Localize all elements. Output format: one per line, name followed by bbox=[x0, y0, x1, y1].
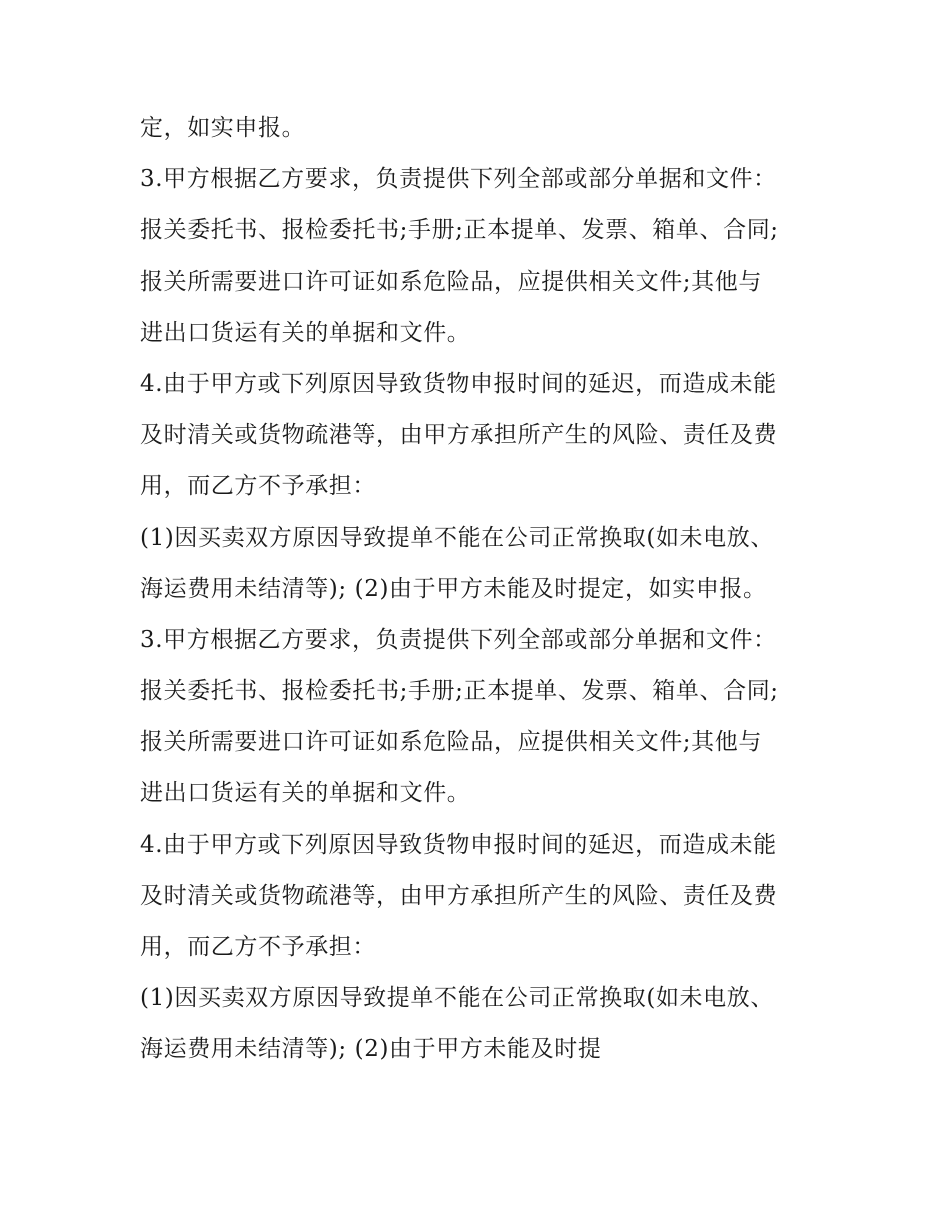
text-line: 报关委托书、报检委托书;手册;正本提单、发票、箱单、合同; bbox=[140, 217, 779, 244]
text-line: 报关委托书、报检委托书;手册;正本提单、发票、箱单、合同; bbox=[140, 678, 779, 705]
text-line: 海运费用未结清等); (2)由于甲方未能及时提 bbox=[140, 1036, 602, 1063]
text-line: 4.由于甲方或下列原因导致货物申报时间的延迟，而造成未能 bbox=[140, 370, 777, 397]
text-line: 报关所需要进口许可证如系危险品，应提供相关文件;其他与 bbox=[140, 729, 762, 756]
text-line: 报关所需要进口许可证如系危险品，应提供相关文件;其他与 bbox=[140, 268, 762, 295]
text-line: 3.甲方根据乙方要求，负责提供下列全部或部分单据和文件： bbox=[140, 166, 777, 193]
text-line: 定，如实申报。 bbox=[140, 115, 306, 141]
text-line: 用，而乙方不予承担： bbox=[140, 934, 376, 960]
text-line: 及时清关或货物疏港等，由甲方承担所产生的风险、责任及费 bbox=[140, 882, 778, 909]
text-line: 及时清关或货物疏港等，由甲方承担所产生的风险、责任及费 bbox=[140, 422, 778, 449]
text-line: 海运费用未结清等); (2)由于甲方未能及时提定，如实申报。 bbox=[140, 575, 767, 602]
text-line: (1)因买卖双方原因导致提单不能在公司正常换取(如未电放、 bbox=[140, 985, 774, 1012]
text-line: 4.由于甲方或下列原因导致货物申报时间的延迟，而造成未能 bbox=[140, 831, 777, 858]
text-line: 进出口货运有关的单据和文件。 bbox=[140, 780, 471, 807]
text-line: 进出口货运有关的单据和文件。 bbox=[140, 319, 471, 346]
text-line: (1)因买卖双方原因导致提单不能在公司正常换取(如未电放、 bbox=[140, 524, 774, 551]
text-line: 用，而乙方不予承担： bbox=[140, 473, 376, 500]
text-line: 3.甲方根据乙方要求，负责提供下列全部或部分单据和文件： bbox=[140, 626, 777, 653]
document-page bbox=[140, 103, 840, 1076]
